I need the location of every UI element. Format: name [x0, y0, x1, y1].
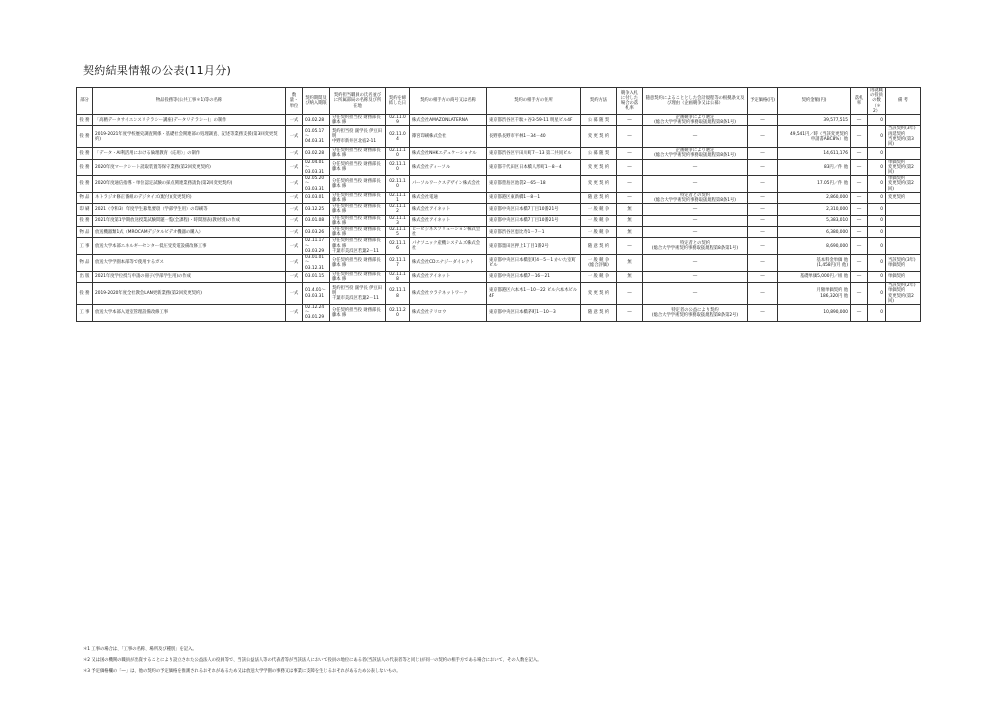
column-header: 部分 — [77, 88, 93, 115]
table-cell: ― — [748, 255, 778, 272]
table-cell: 契約担当役 副学長 伊豆田 明 中野市新井区北宿2-11 — [330, 126, 386, 148]
table-cell: ― — [851, 148, 868, 159]
table-cell: 5,383,010 — [778, 215, 851, 226]
table-cell: 東京都墨田区押上1丁目1番2号 — [487, 238, 581, 255]
table-cell: 0 — [868, 238, 886, 255]
table-cell: 役 務 — [77, 126, 93, 148]
table-cell: 0 — [868, 215, 886, 226]
table-cell: 分任契約担当役 財務部長 藤本 修 — [330, 176, 386, 193]
table-cell: 役 務 — [77, 115, 93, 126]
table-cell: 2019-2020年度全社教会LAN更新業務(第2回変更契約) — [93, 283, 286, 305]
table-cell: ― — [643, 126, 748, 148]
table-cell: 株式会社AMAZONLATERNA — [410, 115, 487, 126]
table-cell: ― — [851, 283, 868, 305]
table-cell — [886, 215, 921, 226]
table-cell: 02.11.09 — [386, 115, 410, 126]
table-cell: 企画競争により選定 (総合大学学術契約事務取扱規程第8条1号) — [643, 148, 748, 159]
table-cell — [886, 148, 921, 159]
table-cell: 変更契約 — [886, 192, 921, 203]
table-cell: 02.11.13 — [386, 215, 410, 226]
table-cell: 2021年度第1学期放送授業試験問題一覧(全課程)・時間割表(教材別)の作成 — [93, 215, 286, 226]
column-header: 競争入札に付した場合の落札率 — [617, 88, 643, 115]
table-cell: 0 — [868, 255, 886, 272]
table-row — [77, 283, 921, 305]
column-header: 契約期間及び納入期限 — [303, 88, 330, 115]
table-cell: 01.05.17～ 04.03.31 — [303, 126, 330, 148]
table-cell: 一式 — [286, 176, 303, 193]
table-cell: 0 — [868, 271, 886, 282]
table-cell: 株式会社テリロウ — [410, 304, 487, 321]
table-cell: 0 — [868, 115, 886, 126]
table-cell: 東京都渋谷区宇田川町7－13 第二共同ビル — [487, 148, 581, 159]
table-cell: 東京都千代田区日本橋人形町1－8－4 — [487, 159, 581, 176]
table-cell: 0 — [868, 126, 886, 148]
table-cell: 02.11.04 — [386, 126, 410, 148]
table-cell: 02.11.17～ 03.03.29 — [303, 238, 330, 255]
column-header: 落札率 — [851, 88, 868, 115]
footnotes — [83, 647, 943, 680]
table-cell: 無 — [617, 271, 643, 282]
table-cell: 物 品 — [77, 192, 93, 203]
table-row — [77, 304, 921, 321]
table-cell: 一式 — [286, 271, 303, 282]
table-cell: 02.11.18 — [386, 271, 410, 282]
table-cell: 一式 — [286, 148, 303, 159]
table-cell: ― — [643, 271, 748, 282]
table-cell: 分任契約担当役 財務部長 藤本 修 — [330, 148, 386, 159]
table-cell: 東京都中央区日本橋茅町1－10－3 — [487, 304, 581, 321]
table-cell: 02.11.11 — [386, 192, 410, 203]
table-cell: 役 務 — [77, 176, 93, 193]
table-cell: 0 — [868, 148, 886, 159]
table-cell: 随 意 契 約 — [581, 304, 617, 321]
table-row — [77, 215, 921, 226]
table-cell: 2021年度学位授与申請の冊子(学部学生用)の作成 — [93, 271, 286, 282]
contracts-table — [76, 87, 921, 322]
table-row — [77, 271, 921, 282]
table-cell: 02.11.10 — [386, 176, 410, 193]
table-cell: 一 般 競 争 — [581, 271, 617, 282]
table-cell: 長野県長野市平林1－34－40 — [487, 126, 581, 148]
table-cell: 01.4.01～ 03.03.31 — [303, 283, 330, 305]
column-header: 備 考 — [886, 88, 921, 115]
column-header: 再就職の役員の数（＊2） — [868, 88, 886, 115]
table-cell: 03.02.28 — [303, 148, 330, 159]
table-cell — [886, 238, 921, 255]
table-cell: 2,860,000 — [778, 192, 851, 203]
table-cell: 02.11.18 — [386, 283, 410, 305]
table-cell: 一式 — [286, 159, 303, 176]
table-cell: 一式 — [286, 126, 303, 148]
table-row — [77, 227, 921, 238]
table-cell: 出 版 — [77, 271, 93, 282]
table-cell: 東京都中央区日本橋7丁目10番21号 — [487, 204, 581, 215]
table-row — [77, 255, 921, 272]
table-cell: 2021（令和3）年度学生募集要項（学部学生用）の印刷等 — [93, 204, 286, 215]
table-cell: ― — [748, 176, 778, 193]
table-cell: 随 意 契 約 — [581, 238, 617, 255]
table-row — [77, 192, 921, 203]
table-cell: 一式 — [286, 204, 303, 215]
column-header: 随意契約によることとした会計規程等の根拠条文及び理由（企画競争又は公募） — [643, 88, 748, 115]
table-cell: 工 事 — [77, 304, 93, 321]
table-cell: ― — [748, 271, 778, 282]
table-cell: ― — [748, 126, 778, 148]
table-cell: 分任契約担当役 財務部長 藤本 修 — [330, 192, 386, 203]
table-cell: ― — [851, 159, 868, 176]
table-cell: ― — [851, 271, 868, 282]
column-header: 契約担当職員の氏名並びに所属部局の名称及び所在地 — [330, 88, 386, 115]
page-title: 契約結果情報の公表(11月分) — [83, 64, 232, 77]
footnote-1: ＊1 工事の場合は、「工事の名称、場所及び種別」を記入。 — [83, 647, 197, 652]
table-cell: 2020年度マークシート読取装置等保守業務(第2回変更契約) — [93, 159, 286, 176]
table-cell: 公 募 随 契 — [581, 115, 617, 126]
table-cell: 単価契約 — [886, 271, 921, 282]
table-cell: 一式 — [286, 215, 303, 226]
table-cell: 無 — [617, 227, 643, 238]
table-cell: ― — [851, 126, 868, 148]
table-cell: ― — [643, 204, 748, 215]
table-cell: ― — [851, 227, 868, 238]
table-cell: 03.12.25 — [303, 204, 330, 215]
footnote-2: ＊2 又は国の機関の職員が出資することにより設立された公益法人の役員等で、当該公益法人等の代表者等が当該法人において役員の地位にある者(当該法人の代表者等と同じ)が同一の契約の相手方である場合において、その人数を記入。 — [83, 658, 542, 663]
table-cell: 「高精データサイエンスリテラシー講座(データリテラシー)」の制作 — [93, 115, 286, 126]
table-cell: 基礎単価5,000円／組 他 — [778, 271, 851, 282]
table-cell: 篠宮印刷株式会社 — [410, 126, 487, 148]
table-cell: 0 — [868, 227, 886, 238]
table-cell: 02.11.20 — [386, 304, 410, 321]
table-cell: 03.01.08 — [303, 215, 330, 226]
table-row — [77, 176, 921, 193]
table-cell: 無 — [617, 215, 643, 226]
table-cell: 物 品 — [77, 255, 93, 272]
table-cell: 株式会社アイネット — [410, 204, 487, 215]
table-cell: 02.12.24～ 03.01.29 — [303, 304, 330, 321]
table-cell: 02.11.10 — [386, 148, 410, 159]
table-cell: 特定者との契約 (総合大学学術契約事務取扱規程第8条第1号) — [643, 238, 748, 255]
table-cell: ― — [851, 238, 868, 255]
footnote-3: ＊3 予定価格欄の「―」は、他の契約の予定価格を推測されるおそれがあるため又は放送大学学園の事務又は事業に支障を生じるおそれがあるため公表しないもの。 — [83, 669, 401, 674]
table-cell: 02.11.17 — [386, 255, 410, 272]
table-cell: 14,611,176 — [778, 148, 851, 159]
table-cell: 一式 — [286, 192, 303, 203]
column-header: 契約を締結した日 — [386, 88, 410, 115]
table-row — [77, 115, 921, 126]
table-cell: 分任契約担当役 財務部長 藤本 修 千葉市美浜区若葉2－11 — [330, 238, 386, 255]
table-cell: 当該契約(3年) 単価契約 — [886, 255, 921, 272]
table-cell: ― — [617, 192, 643, 203]
column-header: 契約金額(円) — [778, 88, 851, 115]
table-cell: 一式 — [286, 238, 303, 255]
table-cell: ― — [851, 204, 868, 215]
table-cell: 株式会社NHKエデュケーショナル — [410, 148, 487, 159]
table-cell: 一式 — [286, 255, 303, 272]
table-cell: 10,890,000 — [778, 304, 851, 321]
table-cell: ― — [748, 148, 778, 159]
table-cell: パーソルワークスデザイン株式会社 — [410, 176, 487, 193]
table-cell: 単価契約 変更契約(第2回) — [886, 176, 921, 193]
table-cell: 一式 — [286, 283, 303, 305]
table-body — [77, 115, 921, 322]
table-cell: 分任契約担当役 財務部長 藤本 修 — [330, 255, 386, 272]
table-cell: 0 — [868, 304, 886, 321]
table-cell — [886, 115, 921, 126]
table-cell: 変 更 契 約 — [581, 126, 617, 148]
table-cell: ― — [748, 215, 778, 226]
table-cell: 当該契約(3年) 再延契約 当更契約(第3回) — [886, 126, 921, 148]
table-cell: 一式 — [286, 304, 303, 321]
table-cell: ― — [643, 215, 748, 226]
column-header: 数量・単位 — [286, 88, 303, 115]
table-cell: 基本料金単価 他 (1,458円/月 他) — [778, 255, 851, 272]
table-row — [77, 159, 921, 176]
table-cell: 東京都港区東新橋1－8－1 — [487, 192, 581, 203]
table-cell: 株式会社アイネット — [410, 215, 487, 226]
table-cell: ― — [617, 159, 643, 176]
table-cell: ― — [748, 159, 778, 176]
table-cell: ネトラジオ修正番組のデジタイズ(配付)(変更契約) — [93, 192, 286, 203]
table-cell: 02.11.10 — [386, 159, 410, 176]
column-header: 契約の相手方の商号又は名称 — [410, 88, 487, 115]
table-cell: 一式 — [286, 227, 303, 238]
table-cell: 放送大学本部エネルギーセンター低圧受変電設備改修工事 — [93, 238, 286, 255]
table-cell: 分任契約担当役 財務部長 藤本 修 — [330, 215, 386, 226]
table-cell: 企画競争により選定 (総合大学学術契約事務取扱規程第8条1号) — [643, 115, 748, 126]
table-cell: 公 募 随 契 — [581, 148, 617, 159]
table-cell: ― — [643, 176, 748, 193]
table-cell: 変 更 契 約 — [581, 176, 617, 193]
table-cell — [886, 304, 921, 321]
table-cell: ― — [748, 204, 778, 215]
table-cell: 0 — [868, 283, 886, 305]
table-cell — [886, 227, 921, 238]
table-cell: 株式会社アイネット — [410, 271, 487, 282]
column-header: 物品役務等(公共工事＊1)等の名称 — [93, 88, 286, 115]
table-cell: 0 — [868, 159, 886, 176]
table-cell: 株式会社CDエナジーダイレクト — [410, 255, 487, 272]
table-cell: 分任契約担当役 財務部長 藤本 修 — [330, 115, 386, 126]
table-cell: ― — [748, 283, 778, 305]
table-cell: 分任契約担当役 財務部長 藤本 修 — [330, 271, 386, 282]
table-cell: 分任契約担当役 財務部長 藤本 修 — [330, 304, 386, 321]
table-cell: 単価契約 変更契約(第2回) — [886, 159, 921, 176]
table-cell — [886, 204, 921, 215]
table-cell: ― — [617, 176, 643, 193]
table-cell: 一 般 競 争 (総合評価) — [581, 255, 617, 272]
table-cell: 役 務 — [77, 148, 93, 159]
table-cell: ― — [851, 115, 868, 126]
table-cell: 株式会社ディーソル — [410, 159, 487, 176]
column-header: 予定価格(円) — [748, 88, 778, 115]
table-cell: 03.01.01～ 03.12.31 — [303, 255, 330, 272]
table-cell: ― — [748, 192, 778, 203]
table-cell: 03.03.01 — [303, 192, 330, 203]
table-cell: 02.05.20～ 03.03.31 — [303, 176, 330, 193]
table-cell: 東京都豊島区池袋2－65－18 — [487, 176, 581, 193]
table-cell: 放送大学本部入退室管理設備改修工事 — [93, 304, 286, 321]
table-cell: 分任契約担当役 財務部長 藤本 修 — [330, 204, 386, 215]
table-row — [77, 204, 921, 215]
table-cell: 株式会社電通 — [410, 192, 487, 203]
table-cell: 変 更 契 約 — [581, 159, 617, 176]
table-cell: ― — [851, 192, 868, 203]
table-row — [77, 148, 921, 159]
table-cell: 分任契約担当役 財務部長 藤本 修 — [330, 227, 386, 238]
table-header-row — [77, 88, 921, 115]
table-cell: 「データ・AI利活用における倫理教育（応用）」の制作 — [93, 148, 286, 159]
table-cell: 無 — [617, 255, 643, 272]
table-cell: ― — [643, 283, 748, 305]
table-cell: 03.02.28 — [303, 115, 330, 126]
table-cell: 一 般 競 争 — [581, 227, 617, 238]
table-cell: パナソニック産機システムズ株式会社 — [410, 238, 487, 255]
table-cell: ― — [643, 255, 748, 272]
table-cell: ― — [748, 238, 778, 255]
table-cell: 0 — [868, 204, 886, 215]
table-cell: ― — [617, 304, 643, 321]
table-cell: ― — [851, 176, 868, 193]
table-cell: 当該契約(2年) 単価契約 変更契約(第2回) — [886, 283, 921, 305]
column-header: 契約方法 — [581, 88, 617, 115]
table-cell: 8,690,000 — [778, 238, 851, 255]
table-cell: ― — [851, 215, 868, 226]
table-cell: 39,577,515 — [778, 115, 851, 126]
table-cell: 03.01.15 — [303, 271, 330, 282]
table-cell: 東京都渋谷区恵比寿1－7－1 — [487, 227, 581, 238]
table-cell: 17.05円／件 他 — [778, 176, 851, 193]
table-cell: 東京都中央区日本橋7－16－21 — [487, 271, 581, 282]
table-cell: 2019-2021年度学校歴史調査関係・基礎社会関連部の処理調査、記述等業務支援(第3回変更契約) — [93, 126, 286, 148]
table-cell: ― — [643, 227, 748, 238]
table-cell: 放送機器類1式（MROCAMデジタルビデオ機器の購入） — [93, 227, 286, 238]
table-row — [77, 126, 921, 148]
table-cell: 83円／件 他 — [778, 159, 851, 176]
table-cell: 放送大学学園本部等で使用するガス — [93, 255, 286, 272]
table-cell: 2,310,000 — [778, 204, 851, 215]
table-cell: 02.11.15 — [386, 227, 410, 238]
table-cell: 特定者の公益により契約 (総合大学学術契約事務取扱規程第8条第2号) — [643, 304, 748, 321]
table-cell: 東京都中央区日本橋7丁目10番21号 — [487, 215, 581, 226]
table-cell: ― — [617, 126, 643, 148]
table-cell: 月額単価契約 他 186,320円 他 — [778, 283, 851, 305]
table-cell: 契約担当役 副学長 伊豆田 明 千葉市美浜区若葉2－11 — [330, 283, 386, 305]
table-cell: ― — [748, 115, 778, 126]
table-cell: 一式 — [286, 115, 303, 126]
table-cell: 役 務 — [77, 283, 93, 305]
table-cell: ― — [851, 255, 868, 272]
table-cell: 役 務 — [77, 159, 93, 176]
table-cell: ― — [617, 283, 643, 305]
table-cell: 特定者との契約 (総合大学学術契約事務取扱規程第8条1号) — [643, 192, 748, 203]
table-cell: 一 般 競 争 — [581, 215, 617, 226]
table-cell: 02.11.12 — [386, 204, 410, 215]
table-cell: 物 品 — [77, 227, 93, 238]
table-cell: 印 刷 — [77, 204, 93, 215]
table-cell: ― — [748, 304, 778, 321]
table-cell: 49,541円／時（当該変更契約 申請書ABC8%）他 — [778, 126, 851, 148]
table-cell: 6,380,000 — [778, 227, 851, 238]
table-cell: ― — [748, 227, 778, 238]
table-row — [77, 238, 921, 255]
table-cell: 分任契約担当役 財務部長 藤本 修 — [330, 159, 386, 176]
table-cell: 株式会社ウラテネットワーク — [410, 283, 487, 305]
table-cell: 一 般 競 争 — [581, 204, 617, 215]
table-cell: 0 — [868, 176, 886, 193]
table-cell: 変 更 契 約 — [581, 283, 617, 305]
table-cell: ― — [643, 159, 748, 176]
table-cell: 随 意 契 約 — [581, 192, 617, 203]
table-cell: 02.04.01～ 03.03.31 — [303, 159, 330, 176]
table-cell: 東京都中央区日本橋室町4－5－1 かいた室町ビル — [487, 255, 581, 272]
table-cell: ヒービジネスソリューション株式会社 — [410, 227, 487, 238]
column-header: 契約の相手方の住所 — [487, 88, 581, 115]
table-cell: ― — [617, 115, 643, 126]
table-cell: 東京都港区六本木1－10－22 ビル六本木ビル4F — [487, 283, 581, 305]
table-cell: ― — [617, 148, 643, 159]
table-cell: 0 — [868, 192, 886, 203]
table-cell: 役 務 — [77, 215, 93, 226]
table-cell: 2020年度通信指導・単位認定試験の採点関連業務請負(第2回変更契約) — [93, 176, 286, 193]
table-cell: 02.11.16 — [386, 238, 410, 255]
table-cell: ― — [851, 304, 868, 321]
table-cell: 東京都渋谷区千駄ヶ谷3-59-11 明星ビル4F — [487, 115, 581, 126]
table-cell: 無 — [617, 204, 643, 215]
table-cell: 工 事 — [77, 238, 93, 255]
table-cell: ― — [617, 238, 643, 255]
table-cell: 03.03.26 — [303, 227, 330, 238]
